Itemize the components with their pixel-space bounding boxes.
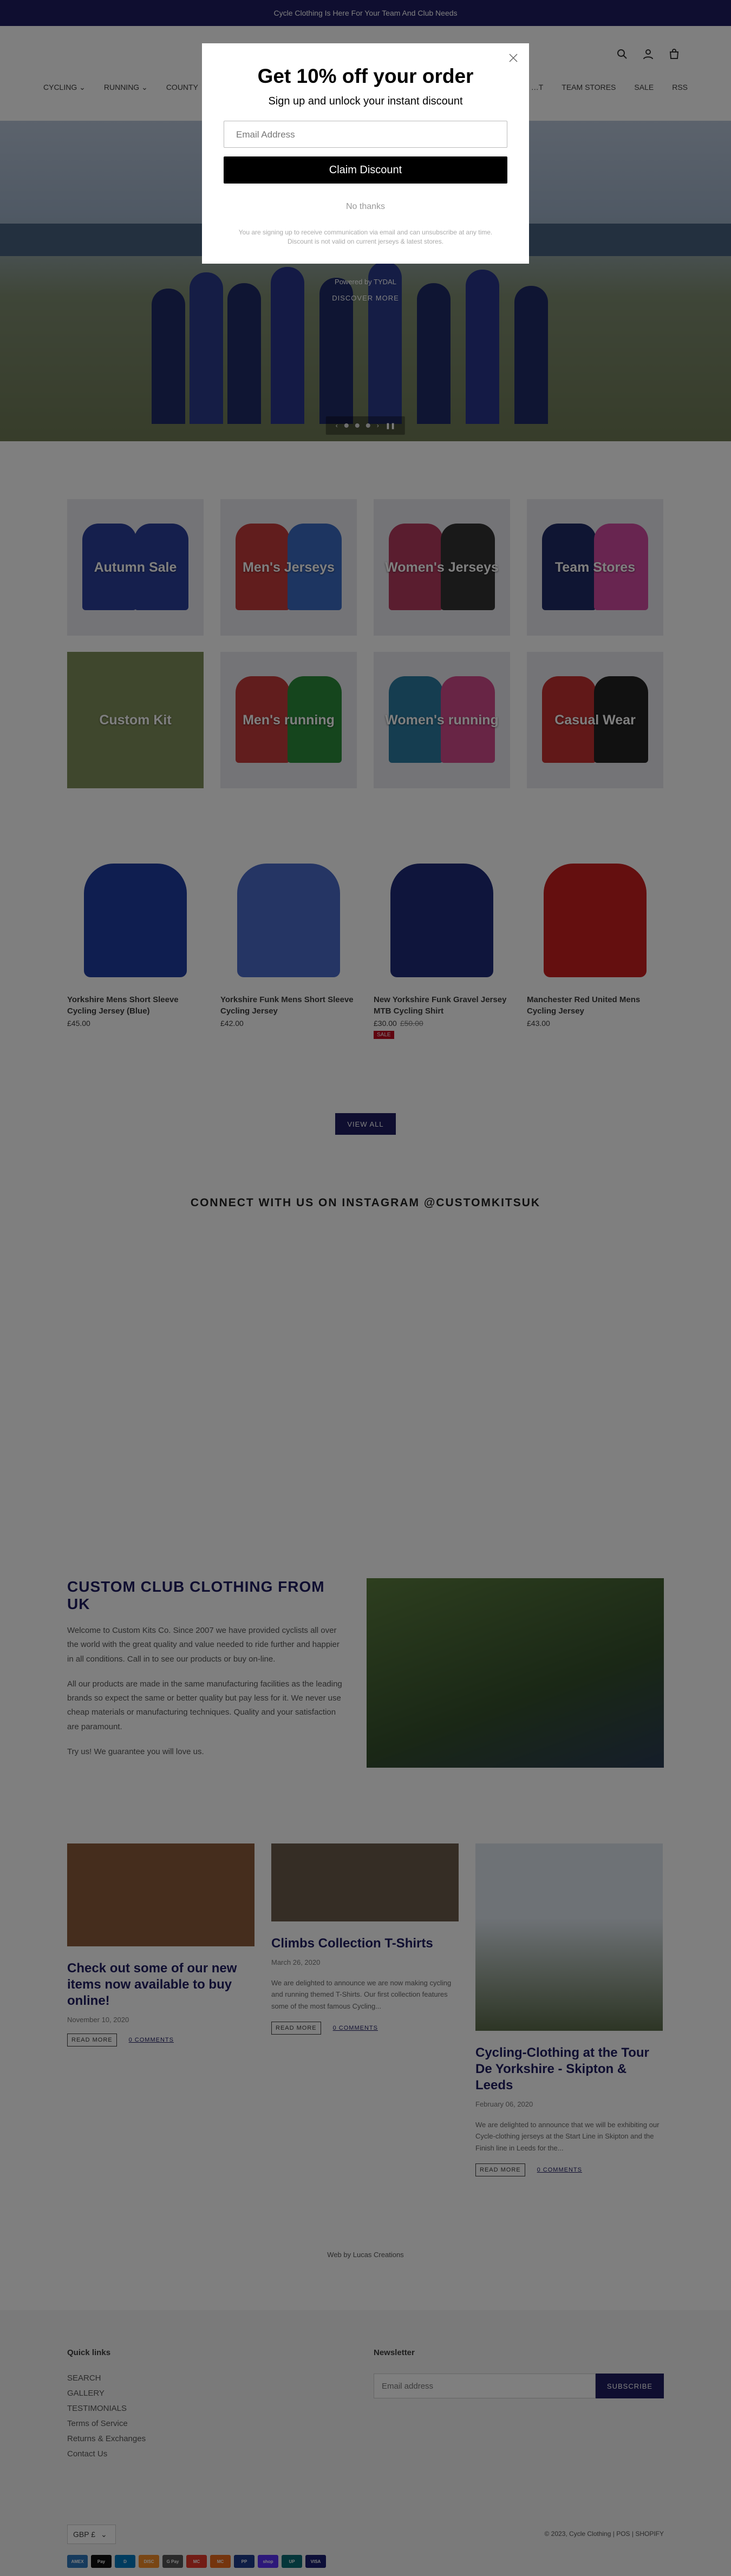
- popup-title: Get 10% off your order: [257, 65, 474, 87]
- popup-fine-print: You are signing up to receive communication via email and can unsubscribe at any time. Discount is not valid on current jerseys & latest stores.: [238, 228, 493, 245]
- no-thanks-link[interactable]: No thanks: [345, 202, 386, 211]
- discount-popup: [202, 43, 529, 264]
- claim-discount-button[interactable]: Claim Discount: [224, 156, 507, 184]
- close-icon[interactable]: [507, 52, 519, 64]
- popup-subtitle: Sign up and unlock your instant discount: [268, 95, 463, 107]
- popup-email-input[interactable]: Email Address: [224, 121, 507, 148]
